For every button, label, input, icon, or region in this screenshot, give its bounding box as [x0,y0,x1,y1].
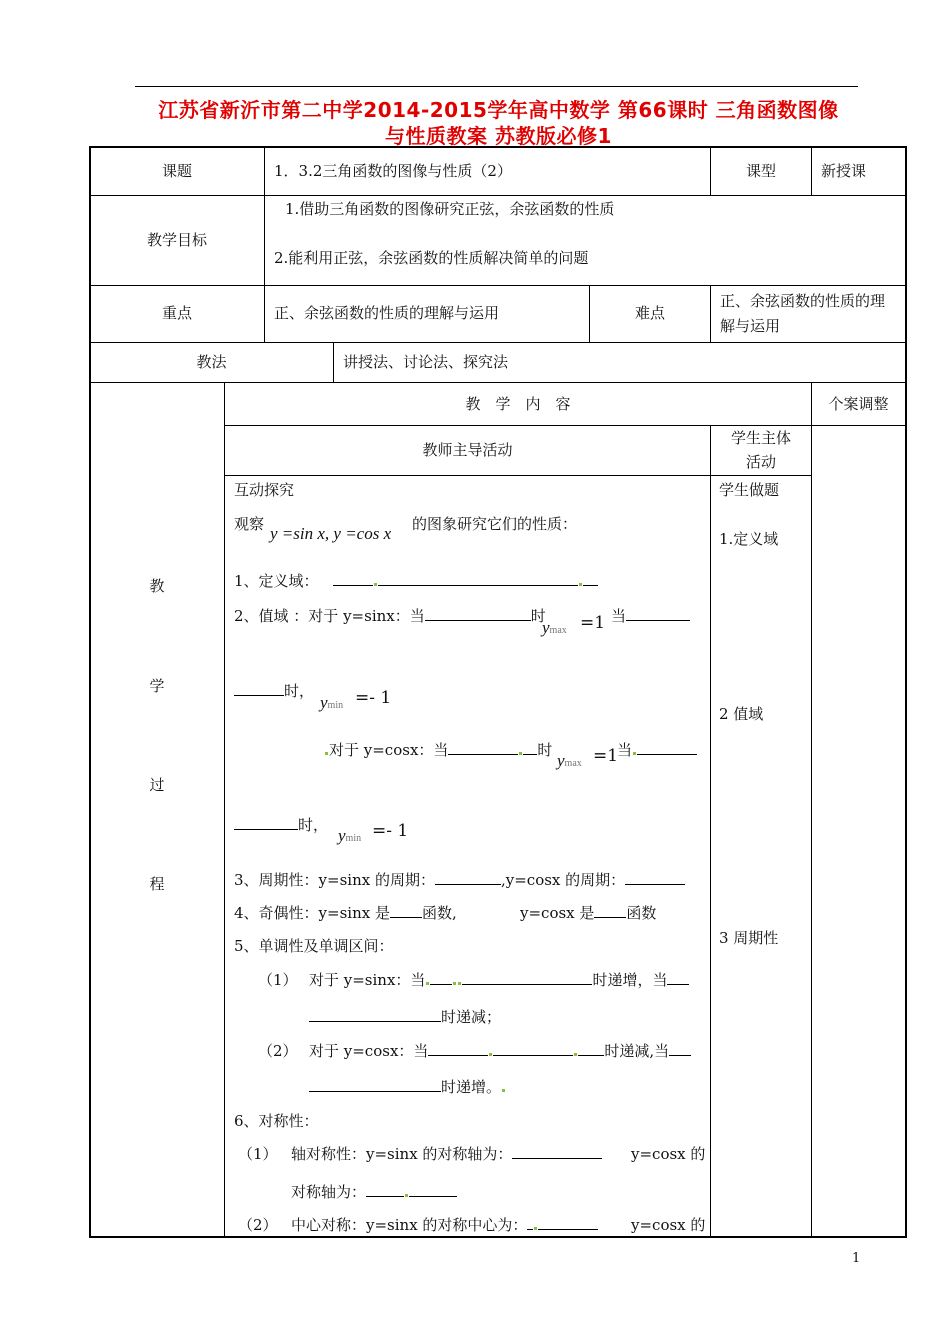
process-side-char: 学 [149,677,165,695]
topic-value: 1．3.2三角函数的图像与性质（2） [274,162,512,180]
symmetry-heading: 6、对称性： [234,1112,319,1130]
goals-label: 教学目标 [146,231,207,249]
goal-item: 2.能利用正弦，余弦函数的性质解决简单的问题 [274,249,589,267]
topic-label: 课题 [161,162,192,180]
lesson-type-label: 课型 [745,162,776,180]
table-bottom-border [89,1236,907,1238]
monotonic-sin-decrease: 时递减； [309,1007,501,1027]
lesson-type-value: 新授课 [821,162,867,180]
col-divider [264,146,265,196]
ymin-symbol: ymin [338,826,362,845]
range-min-cos: 时， [234,815,328,835]
parity-prompt: 4、奇偶性：y=sinx 是 函数, [234,904,457,922]
row-divider [224,475,811,476]
table-right-border [905,146,907,1237]
process-side-char: 过 [149,776,165,794]
key-point-value: 正、余弦函数的性质的理解与运用 [274,304,500,322]
document-title-line2: 与性质教案 苏教版必修1 [385,124,612,148]
range-prompt-sin: 2、值域 ：对于 y=sinx：当 时 [234,607,546,625]
range-when: 当 [617,740,697,760]
page-number: 1 [852,1251,861,1266]
methods-label: 教法 [196,353,227,371]
col-divider [264,195,265,286]
observe-prefix: 观察 [234,515,265,533]
axis-symmetry-cos: y=cosx 的 [631,1145,706,1163]
student-activity-header-line2: 活动 [745,453,776,471]
difficulty-value-line2: 解与运用 [720,317,781,335]
symmetry-item-number: （1） [238,1145,278,1163]
monotonic-item-number: （2） [258,1042,298,1060]
range-prompt-cos: 对于 y=cosx：当 时 [324,740,552,760]
symmetry-item-number: （2） [238,1216,278,1234]
row-divider [224,425,907,426]
ymin-symbol: ymin [320,693,344,712]
function-formula: y =sin x, y =cos x [270,524,392,543]
monotonic-item-number: （1） [258,971,298,989]
col-divider [811,382,812,1237]
range-min-sin: 时， [234,681,314,701]
process-side-char: 教 [149,577,165,595]
col-divider [224,382,225,1237]
document-title-line1: 江苏省新沂市第二中学2014-2015学年高中数学 第66课时 三角函数图像 [158,98,839,122]
axis-symmetry-prompt: 轴对称性：y=sinx 的对称轴为： [291,1144,602,1164]
row-divider [89,285,907,286]
parity-prompt-cos: y=cosx 是 函数 [520,904,657,922]
monotonic-cos-increase: 时递增。 [309,1077,506,1097]
row-divider [89,195,907,196]
ymax-symbol: ymax [542,618,567,637]
axis-symmetry-cos-blank: 对称轴为： [291,1182,457,1202]
student-activity-item: 2 值域 [719,705,764,723]
center-symmetry-prompt: 中心对称：y=sinx 的对称中心为： [291,1215,598,1235]
monotonic-sin-prompt: 对于 y=sinx：当 时递增，当 [309,970,689,990]
col-divider [710,285,711,343]
methods-value: 讲授法、讨论法、探究法 [343,353,509,371]
col-divider [811,146,812,196]
header-rule [135,86,858,87]
teacher-activity-header: 教师主导活动 [422,441,513,459]
period-prompt: 3、周期性：y=sinx 的周期： ,y=cosx 的周期： [234,870,685,890]
row-divider [89,342,907,343]
key-point-label: 重点 [161,304,192,322]
ymax-symbol: ymax [557,751,582,770]
ymin-value: =- 1 [372,821,409,841]
col-divider [264,285,265,343]
difficulty-label: 难点 [634,304,665,322]
domain-prompt: 1、定义域： [234,571,598,591]
student-activity-item: 学生做题 [719,481,780,499]
content-header: 教 学 内 容 [465,395,571,413]
monotonic-heading: 5、单调性及单调区间： [234,937,394,955]
center-symmetry-cos: y=cosx 的 [631,1216,706,1234]
student-activity-item: 1.定义域 [719,530,779,548]
student-activity-item: 3 周期性 [719,929,779,947]
monotonic-cos-prompt: 对于 y=cosx：当 时递减,当 [309,1041,691,1061]
section-heading: 互动探究 [234,481,295,499]
ymax-value: =1 [593,746,619,766]
col-divider [710,425,711,1237]
observe-suffix: 的图象研究它们的性质： [412,515,578,533]
table-top-border [89,146,907,148]
row-divider [89,382,907,383]
student-activity-header-line1: 学生主体 [730,429,791,447]
ymax-value: =1 [580,613,606,633]
difficulty-value-line1: 正、余弦函数的性质的理 [720,292,886,310]
process-side-char: 程 [149,875,165,893]
ymin-value: =- 1 [355,688,392,708]
goal-item: 1.借助三角函数的图像研究正弦，余弦函数的性质 [285,200,615,218]
adjustment-header: 个案调整 [828,395,889,413]
col-divider [333,342,334,383]
range-when: 当 [611,606,690,626]
